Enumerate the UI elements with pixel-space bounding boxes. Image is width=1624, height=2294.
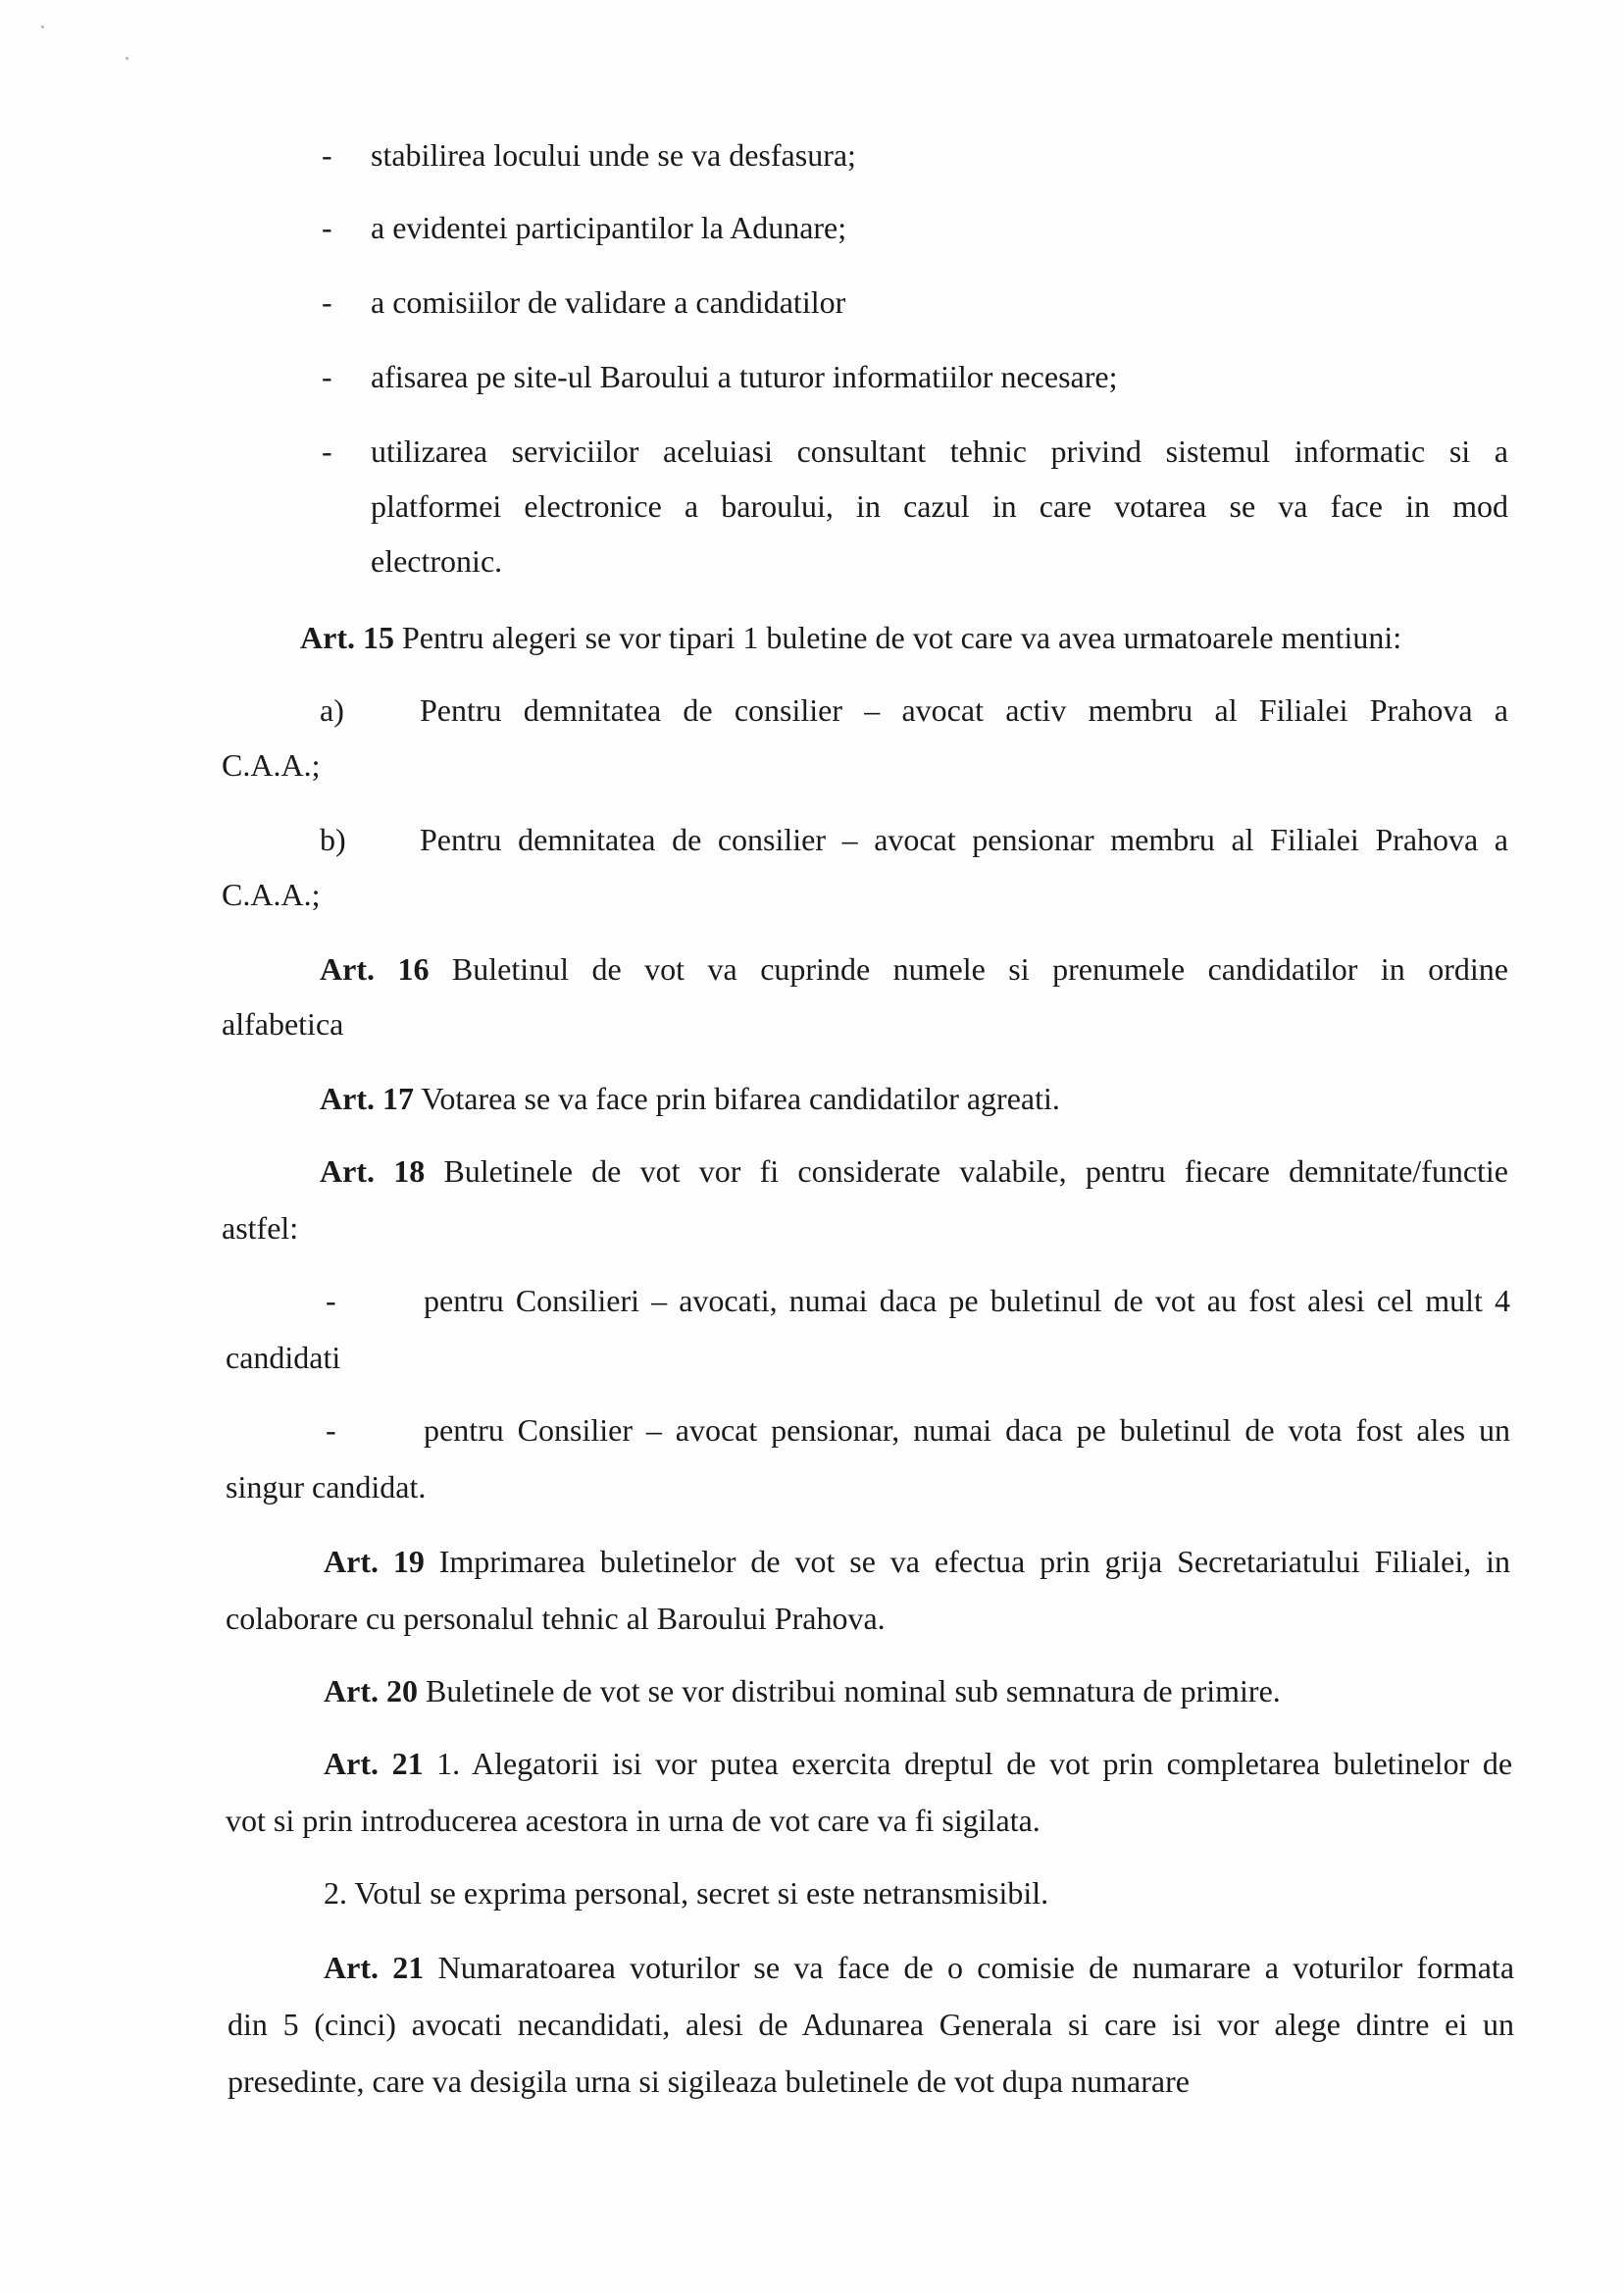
bullet-dash: - [326,1412,336,1448]
article-number: 21 [391,1746,424,1781]
article-15 [300,618,1401,657]
article-20 [324,1671,1281,1710]
article-label: Art. [324,1673,379,1708]
article-cont: astfel: [222,1210,299,1246]
bullet-text: utilizarea serviciilor aceluiasi consultant tehnic privind sistemul informatic si a [371,433,1508,469]
article-cont: din 5 (cinci) avocati necandidati, alesi de Adunarea Generala si care isi vor alege dintre ei un [228,2007,1514,2042]
article-text: Buletinele de vot vor fi considerate valabile, pentru fiecare demnitate/functie [443,1153,1509,1189]
list-marker: a) [320,692,344,728]
bullet-text: pentru Consilier – avocat pensionar, numai daca pe buletinul de vota fost ales un [424,1412,1510,1448]
bullet-text-cont: platformei electronice a baroului, in cazul in care votarea se va face in mod [371,488,1508,524]
article-number: 18 [393,1153,426,1189]
bullet-text-cont: candidati [226,1340,341,1375]
bullet-text: stabilirea locului unde se va desfasura; [371,137,856,173]
article-16 [320,949,1508,989]
list-marker: b) [320,822,346,857]
list-item-cont: C.A.A.; [222,877,321,912]
scan-speck [41,25,44,28]
article-text: Imprimarea buletinelor de vot se va efectua prin grija Secretariatului Filialei, in [438,1544,1511,1579]
article-label: Art. [324,1746,379,1781]
article-number: 20 [385,1673,418,1708]
bullet-text: a comisiilor de validare a candidatilor [371,284,846,320]
article-label: Art. [320,951,375,987]
bullet-dash: - [322,284,332,320]
bullet-dash: - [322,433,332,469]
article-number: 21 [392,1950,425,1985]
bullet-text: pentru Consilieri – avocati, numai daca pe buletinul de vot au fost alesi cel mult 4 [424,1283,1510,1318]
article-cont: presedinte, care va desigila urna si sigileaza buletinele de vot dupa numarare [228,2064,1190,2099]
scan-speck [126,57,128,60]
list-item-text: Pentru demnitatea de consilier – avocat activ membru al Filialei Prahova a [420,692,1508,728]
article-cont: vot si prin introducerea acestora in urna de vot care va fi sigilata. [226,1803,1040,1838]
bullet-dash: - [326,1283,336,1318]
article-text: Buletinul de vot va cuprinde numele si prenumele candidatilor in ordine [451,951,1508,987]
bullet-text: a evidentei participantilor la Adunare; [371,210,847,245]
article-label: Art. [324,1544,379,1579]
article-label: Art. [324,1950,379,1985]
article-21-first [324,1744,1512,1783]
article-paragraph: 2. Votul se exprima personal, secret si este netransmisibil. [324,1875,1049,1911]
article-label: Art. [320,1081,375,1116]
article-text: Buletinele de vot se vor distribui nominal sub semnatura de primire. [425,1673,1281,1708]
bullet-text-cont: electronic. [371,543,503,579]
article-number: 17 [381,1081,414,1116]
article-18 [320,1151,1508,1191]
bullet-dash: - [322,359,332,394]
bullet-text: afisarea pe site-ul Baroului a tuturor informatiilor necesare; [371,359,1118,394]
bullet-text-cont: singur candidat. [226,1469,427,1504]
article-text: Votarea se va face prin bifarea candidatilor agreati. [421,1081,1060,1116]
article-number: 15 [362,620,394,655]
article-17 [320,1079,1060,1118]
list-item-text: Pentru demnitatea de consilier – avocat pensionar membru al Filialei Prahova a [420,822,1508,857]
article-number: 16 [397,951,430,987]
article-cont: colaborare cu personalul tehnic al Baroului Prahova. [226,1601,886,1636]
article-cont: alfabetica [222,1006,344,1042]
article-text: 1. Alegatorii isi vor putea exercita dreptul de vot prin completarea buletinelor de [436,1746,1513,1781]
article-number: 19 [392,1544,425,1579]
article-text: Pentru alegeri se vor tipari 1 buletine de vot care va avea urmatoarele mentiuni: [401,620,1402,655]
article-19 [324,1542,1510,1581]
article-label: Art. [300,620,355,655]
list-item-cont: C.A.A.; [222,747,321,783]
article-label: Art. [320,1153,375,1189]
article-text: Numaratoarea voturilor se va face de o comisie de numarare a voturilor formata [437,1950,1515,1985]
bullet-dash: - [322,210,332,245]
article-21-second [324,1948,1514,1987]
bullet-dash: - [322,137,332,173]
